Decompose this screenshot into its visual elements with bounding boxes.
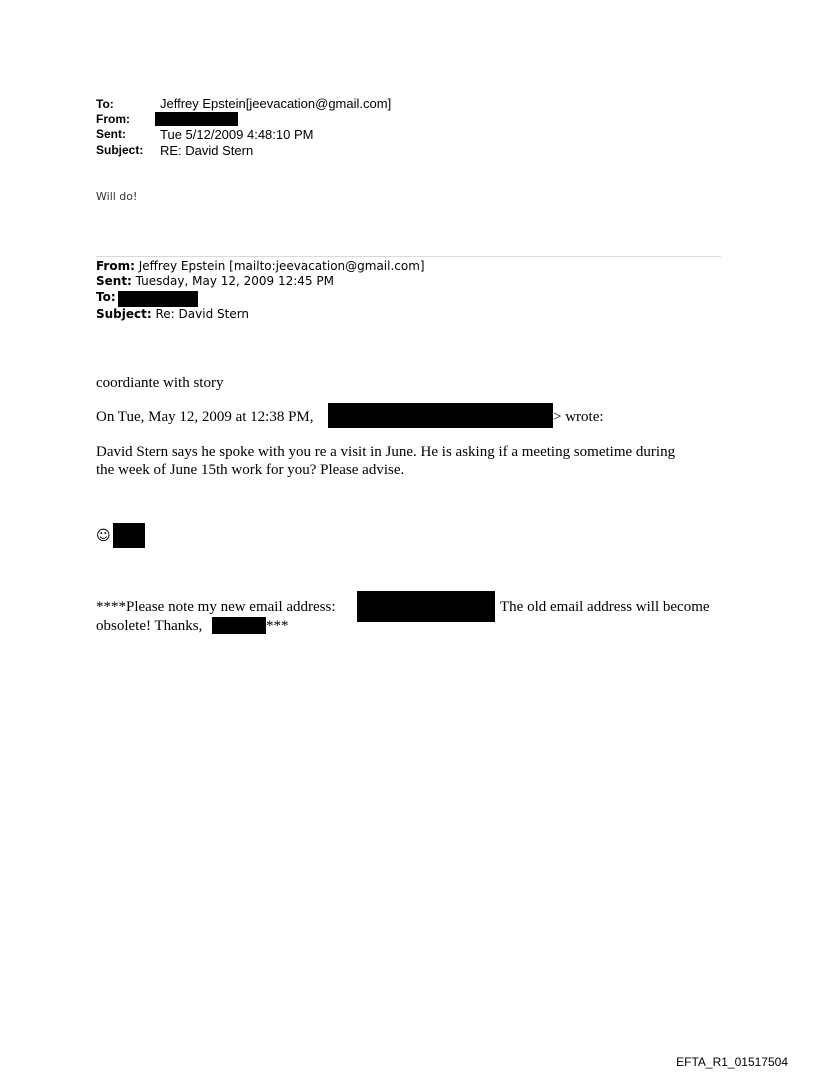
paragraph-line-2: the week of June 15th work for you? Please advise. xyxy=(96,462,405,478)
paragraph-line-1: David Stern says he spoke with you re a visit in June. He is asking if a meeting sometime during xyxy=(96,444,676,460)
note-line-2-prefix: obsolete! Thanks, xyxy=(96,618,203,634)
on-date-prefix: On Tue, May 12, 2009 at 12:38 PM, xyxy=(96,409,314,425)
quoted-to-label: To: xyxy=(96,290,116,304)
note-line-2-suffix: *** xyxy=(266,618,289,634)
quoted-from-label: From: xyxy=(96,259,135,273)
quoted-subject-line xyxy=(96,307,249,321)
body-line-1: coordiante with story xyxy=(96,375,224,391)
on-date-suffix: > wrote: xyxy=(553,409,604,425)
quoted-subject-label: Subject: xyxy=(96,307,152,321)
subject-value: RE: David Stern xyxy=(160,143,254,158)
to-label: To: xyxy=(96,97,114,111)
sent-label: Sent: xyxy=(96,127,126,141)
note-suffix: The old email address will become xyxy=(500,599,710,615)
quoted-to-line xyxy=(96,290,116,304)
quoted-sent-value: Tuesday, May 12, 2009 12:45 PM xyxy=(131,274,334,288)
quoted-sent-label: Sent: xyxy=(96,274,132,288)
from-redaction xyxy=(155,112,238,126)
to-value: Jeffrey Epstein[jeevacation@gmail.com] xyxy=(160,96,392,111)
sender-redaction xyxy=(328,403,553,428)
from-label: From: xyxy=(96,112,130,126)
quoted-from-value: Jeffrey Epstein [mailto:jeevacation@gmail.com] xyxy=(134,259,425,273)
reply-text: Will do! xyxy=(96,190,138,203)
email-redaction xyxy=(357,591,495,622)
note-prefix: ****Please note my new email address: xyxy=(96,599,336,615)
document-id: EFTA_R1_01517504 xyxy=(676,1055,788,1069)
quoted-from-line xyxy=(96,259,425,273)
name-redaction xyxy=(212,617,266,634)
sent-value: Tue 5/12/2009 4:48:10 PM xyxy=(160,127,314,142)
subject-label: Subject: xyxy=(96,143,144,157)
quoted-to-redaction xyxy=(118,291,198,307)
signature-redaction xyxy=(113,523,145,548)
quote-divider xyxy=(96,256,721,257)
quoted-sent-line xyxy=(96,274,334,288)
smiley-icon: ☺ xyxy=(96,528,111,544)
quoted-subject-value: Re: David Stern xyxy=(151,307,250,321)
